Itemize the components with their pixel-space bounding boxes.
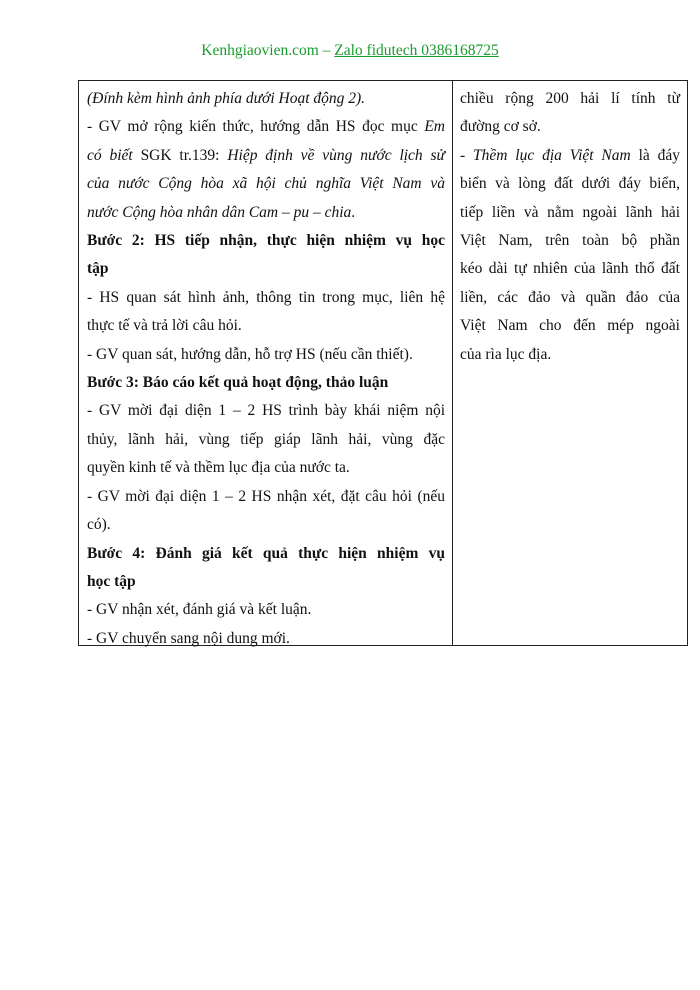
eez-width-line-cont: đường cơ sở. xyxy=(460,118,541,136)
continental-shelf-line-6: liền, các đảo và quần đảo của xyxy=(460,288,680,306)
gv-extend-knowledge-line: - GV mở rộng kiến thức, hướng dẫn HS đọc mục Em xyxy=(87,118,445,136)
agreement-title-line-2: nước Cộng hòa nhân dân Cam – pu – chia. xyxy=(87,203,356,221)
hs-observe-line-cont: thực tế và trả lời câu hỏi. xyxy=(87,317,242,335)
page-header xyxy=(0,42,700,60)
step-4-heading-cont: học tập xyxy=(87,572,136,590)
gv-invite-comment-line: - GV mời đại diện 1 – 2 HS nhận xét, đặt câu hỏi (nếu xyxy=(87,487,445,505)
step-4-heading: Bước 4: Đánh giá kết quả thực hiện nhiệm vụ xyxy=(87,544,445,562)
step-2-heading-cont: tập xyxy=(87,260,109,278)
step-3-heading: Bước 3: Báo cáo kết quả hoạt động, thảo luận xyxy=(87,374,389,392)
continental-shelf-line-2: biển và lòng đất dưới đáy biển, xyxy=(460,175,680,193)
product-column xyxy=(453,81,687,645)
step-2-heading: Bước 2: HS tiếp nhận, thực hiện nhiệm vụ học xyxy=(87,232,445,250)
continental-shelf-line-3: tiếp liền và nằm ngoài lãnh hải xyxy=(460,203,680,221)
agreement-title-line-1: của nước Cộng hòa xã hội chủ nghĩa Việt Nam và xyxy=(87,175,445,193)
gv-move-on-line: - GV chuyển sang nội dung mới. xyxy=(87,629,290,647)
eez-width-line: chiều rộng 200 hải lí tính từ xyxy=(460,90,680,107)
header-site-link[interactable]: Kenhgiaovien.com xyxy=(201,42,319,59)
gv-invite-present-line: - GV mời đại diện 1 – 2 HS trình bày khái niệm nội xyxy=(87,402,445,420)
continental-shelf-line-5: kéo dài tự nhiên của lãnh thổ đất xyxy=(460,260,680,278)
gv-support-line: - GV quan sát, hướng dẫn, hỗ trợ HS (nếu cần thiết). xyxy=(87,345,413,363)
gv-invite-present-line-2: thủy, lãnh hải, vùng tiếp giáp lãnh hải, vùng đặc xyxy=(87,430,445,448)
hs-observe-line: - HS quan sát hình ảnh, thông tin trong mục, liên hệ xyxy=(87,288,445,306)
gv-evaluate-line: - GV nhận xét, đánh giá và kết luận. xyxy=(87,601,312,619)
attachment-note: (Đính kèm hình ảnh phía dưới Hoạt động 2). xyxy=(87,90,366,107)
header-separator: – xyxy=(318,42,335,59)
lesson-table xyxy=(78,80,688,646)
reference-line: có biết SGK tr.139: Hiệp định về vùng nước lịch sử xyxy=(87,146,446,164)
header-zalo-link[interactable]: Zalo fidutech 0386168725 xyxy=(334,42,499,59)
gv-invite-comment-line-cont: có). xyxy=(87,516,111,534)
continental-shelf-line-8: của rìa lục địa. xyxy=(460,345,552,363)
continental-shelf-heading: - Thềm lục địa Việt Nam là đáy xyxy=(460,146,680,164)
gv-invite-present-line-3: quyền kinh tế và thềm lục địa của nước ta. xyxy=(87,459,350,477)
continental-shelf-line-4: Việt Nam, trên toàn bộ phần xyxy=(460,232,680,250)
continental-shelf-line-7: Việt Nam cho đến mép ngoài xyxy=(460,317,680,335)
teacher-student-activity-column xyxy=(79,81,453,645)
